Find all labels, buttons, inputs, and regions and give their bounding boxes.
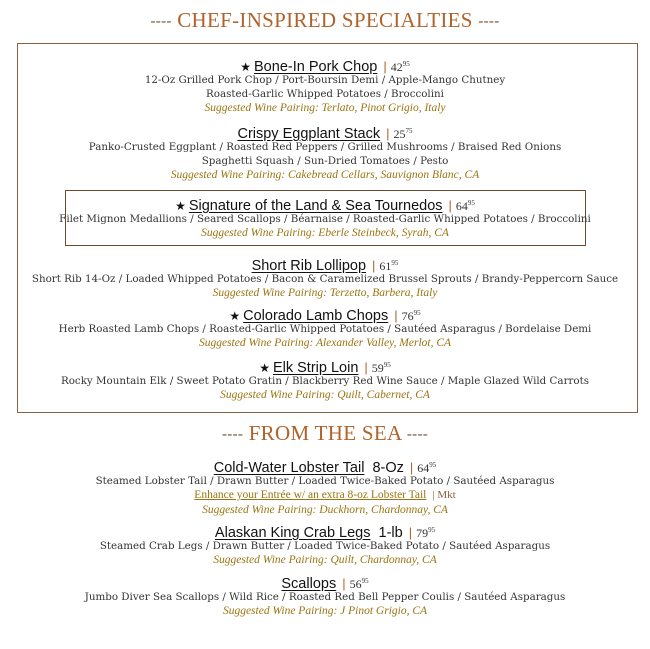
star-icon: ★ xyxy=(229,309,241,323)
wine-pairing: Suggested Wine Pairing: Alexander Valley, Merlot, CA xyxy=(198,337,452,349)
item-price: $56^{95}$ xyxy=(349,577,369,591)
item-name: Scallops xyxy=(281,576,337,592)
item-name: Colorado Lamb Chops xyxy=(243,308,389,324)
item-price: $64^{95}$ xyxy=(417,461,437,475)
enhancement-line xyxy=(0,488,650,503)
section-title-text: CHEF-INSPIRED SPECIALTIES xyxy=(177,8,473,32)
star-icon: ★ xyxy=(240,60,252,74)
title-dash-right: ---- xyxy=(406,426,429,443)
menu-item: Alaskan King Crab Legs 1-lb | $79^{95}$ Steamed Crab Legs / Drawn Butter / Loaded Twice-Baked Potato / Sautéed Asparagus Suggested Wine Pairing: Quilt, Chardonnay, CA xyxy=(0,521,650,568)
item-price: $25^{75}$ xyxy=(393,127,413,141)
wine-pairing: Suggested Wine Pairing: Cakebread Cellars, Sauvignon Blanc, CA xyxy=(170,169,480,181)
wine-pairing: Suggested Wine Pairing: Terzetto, Barbera, Italy xyxy=(212,287,438,299)
item-description: Panko-Crusted Eggplant / Roasted Red Peppers / Grilled Mushrooms / Braised Red Onions xyxy=(88,141,562,153)
item-name: Alaskan King Crab Legs xyxy=(214,525,371,541)
title-dash-right: ---- xyxy=(478,13,500,30)
section-title-text: FROM THE SEA xyxy=(248,421,402,445)
section-title-from-the-sea xyxy=(0,421,650,446)
menu-item: Cold-Water Lobster Tail 8-Oz | $64^{95}$ Steamed Lobster Tail / Drawn Butter / Loaded Twice-Baked Potato / Sautéed Asparagus Enhance your Entrée w/ an extra 8-oz Lobster Tail | Mkt Suggested Wine Pairing: Duckhorn, Chardonnay, CA xyxy=(0,456,650,518)
item-description: Spaghetti Squash / Sun-Dried Tomatoes / Pesto xyxy=(201,155,449,167)
item-price: $61^{95}$ xyxy=(379,259,399,273)
item-name: Crispy Eggplant Stack xyxy=(237,126,381,142)
wine-pairing: Suggested Wine Pairing: Eberle Steinbeck, Syrah, CA xyxy=(201,227,449,239)
menu-item: Short Rib Lollipop | $61^{95}$ Short Rib 14-Oz / Loaded Whipped Potatoes / Bacon & Caramelized Brussel Sprouts / Brandy-Peppercorn Sauce Suggested Wine Pairing: Terzetto, Barbera, Italy xyxy=(0,254,650,301)
item-description: Rocky Mountain Elk / Sweet Potato Gratin / Blackberry Red Wine Sauce / Maple Glazed Wild Carrots xyxy=(60,375,590,387)
item-price: $59^{95}$ xyxy=(371,361,391,375)
item-description: Steamed Lobster Tail / Drawn Butter / Loaded Twice-Baked Potato / Sautéed Asparagus xyxy=(95,475,555,487)
wine-pairing: Suggested Wine Pairing: Terlato, Pinot Grigio, Italy xyxy=(204,102,446,114)
item-price: $42^{95}$ xyxy=(390,60,410,74)
item-price: $76^{95}$ xyxy=(401,309,421,323)
item-description: Roasted-Garlic Whipped Potatoes / Broccolini xyxy=(206,88,444,100)
item-price: $79^{95}$ xyxy=(416,526,436,540)
star-icon: ★ xyxy=(175,199,186,213)
title-dash-left: ---- xyxy=(150,13,172,30)
item-description: Short Rib 14-Oz / Loaded Whipped Potatoes / Bacon & Caramelized Brussel Sprouts / Brandy-Peppercorn Sauce xyxy=(31,273,619,285)
item-name: Bone-In Pork Chop xyxy=(254,59,378,75)
item-size: 8-Oz xyxy=(372,460,404,476)
item-name: Cold-Water Lobster Tail xyxy=(213,460,365,476)
wine-pairing: Suggested Wine Pairing: Duckhorn, Chardonnay, CA xyxy=(202,504,448,516)
title-dash-left: ---- xyxy=(221,426,244,443)
menu-item: ★ Elk Strip Loin | $59^{95}$ Rocky Mountain Elk / Sweet Potato Gratin / Blackberry Red Wine Sauce / Maple Glazed Wild Carrots Suggested Wine Pairing: Quilt, Cabernet, CA xyxy=(0,356,650,403)
section-title-specialties xyxy=(0,8,650,33)
menu-item: ★ Bone-In Pork Chop | $42^{95}$ 12-Oz Grilled Pork Chop / Port-Boursin Demi / Apple-Mango Chutney Roasted-Garlic Whipped Potatoes / Broccolini Suggested Wine Pairing: Terlato, Pinot Grigio, Italy xyxy=(0,55,650,116)
item-name: Signature of the Land & Sea Tournedos xyxy=(188,198,443,214)
wine-pairing: Suggested Wine Pairing: J Pinot Grigio, CA xyxy=(222,605,428,617)
menu-item: Scallops | $56^{95}$ Jumbo Diver Sea Scallops / Wild Rice / Roasted Red Bell Pepper Coulis / Sautéed Asparagus Suggested Wine Pairing: J Pinot Grigio, CA xyxy=(0,572,650,619)
item-description: Herb Roasted Lamb Chops / Roasted-Garlic Whipped Potatoes / Sautéed Asparagus / Bordelaise Demi xyxy=(58,323,592,335)
enhancement-price: | Mkt xyxy=(432,489,456,501)
menu-item-featured: ★ Signature of the Land & Sea Tournedos | $64^{95}$ Filet Mignon Medallions / Seared Scallops / Béarnaise / Roasted-Garlic Whipped Potatoes / Broccolini Suggested Wine Pairing: Eberle Steinbeck, Syrah, CA xyxy=(0,194,650,241)
item-price: $64^{95}$ xyxy=(455,199,475,213)
menu-item: ★ Colorado Lamb Chops | $76^{95}$ Herb Roasted Lamb Chops / Roasted-Garlic Whipped Potatoes / Sautéed Asparagus / Bordelaise Demi Suggested Wine Pairing: Alexander Valley, Merlot, CA xyxy=(0,304,650,351)
item-description: 12-Oz Grilled Pork Chop / Port-Boursin Demi / Apple-Mango Chutney xyxy=(144,74,506,86)
enhancement-link[interactable]: Enhance your Entrée w/ an extra 8-oz Lobster Tail xyxy=(194,489,427,501)
item-name: Elk Strip Loin xyxy=(272,360,359,376)
item-name: Short Rib Lollipop xyxy=(251,258,367,274)
item-size: 1-lb xyxy=(378,525,403,541)
star-icon: ★ xyxy=(259,361,270,375)
item-description: Filet Mignon Medallions / Seared Scallops / Béarnaise / Roasted-Garlic Whipped Potatoes / Broccolini xyxy=(59,213,591,225)
item-description: Jumbo Diver Sea Scallops / Wild Rice / Roasted Red Bell Pepper Coulis / Sautéed Asparagus xyxy=(84,591,566,603)
wine-pairing: Suggested Wine Pairing: Quilt, Chardonnay, CA xyxy=(213,554,437,566)
wine-pairing: Suggested Wine Pairing: Quilt, Cabernet, CA xyxy=(220,389,430,401)
menu-item: Crispy Eggplant Stack | $25^{75}$ Panko-Crusted Eggplant / Roasted Red Peppers / Grilled Mushrooms / Braised Red Onions Spaghetti Squash / Sun-Dried Tomatoes / Pesto Suggested Wine Pairing: Cakebread Cellars, Sauvignon Blanc, CA xyxy=(0,122,650,183)
item-description: Steamed Crab Legs / Drawn Butter / Loaded Twice-Baked Potato / Sautéed Asparagus xyxy=(99,540,551,552)
